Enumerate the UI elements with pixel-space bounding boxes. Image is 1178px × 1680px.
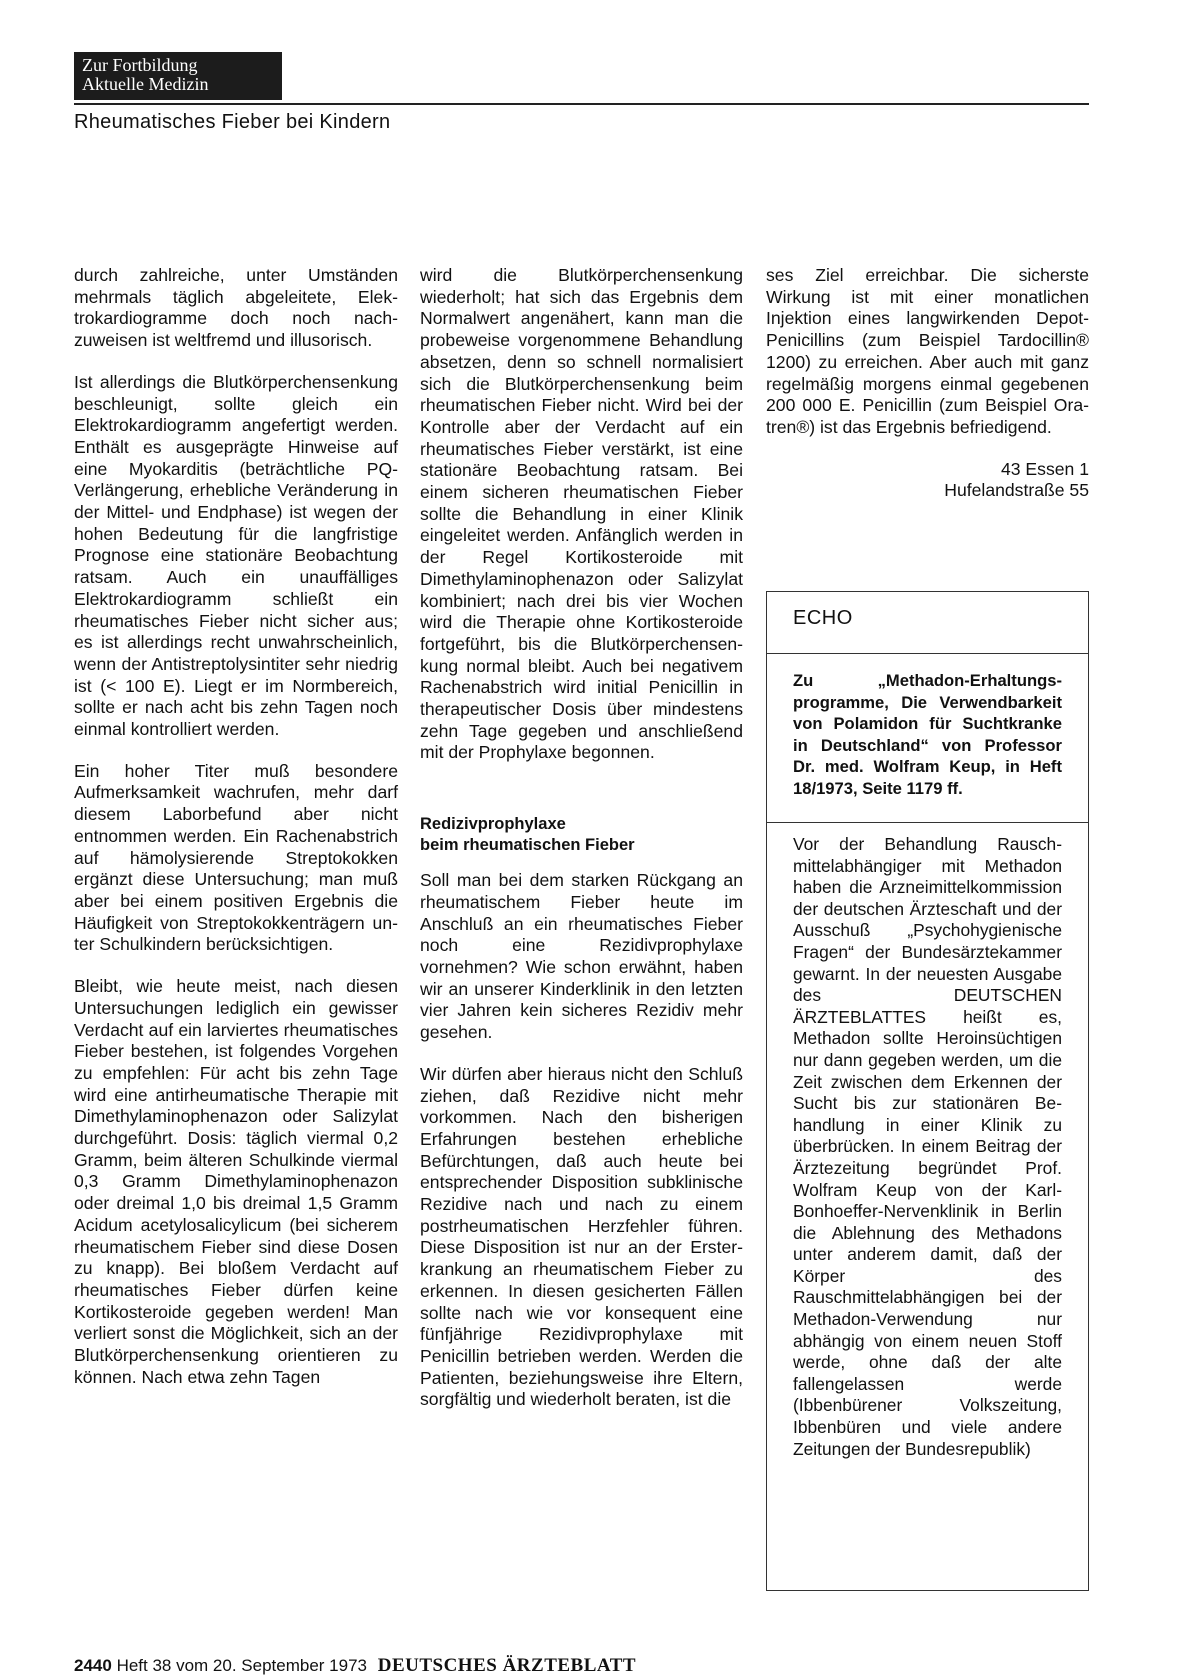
journal-name: DEUTSCHES ÄRZTEBLATT — [377, 1655, 637, 1676]
author-address — [766, 459, 1089, 502]
subheading-line-2: beim rheumatischen Fieber — [420, 836, 635, 855]
echo-label: ECHO — [793, 607, 853, 629]
text-column-3 — [766, 265, 1089, 502]
paragraph: Ist allerdings die Blutkörperchensenkung beschleunigt, sollte gleich ein Elektrokardiogramm angefertigt werden. Enthält es ausgeprägte Hinweise auf eine Myokarditis (beträchtliche PQ-Verlängerung, erhebliche Veränderung in der Mittel- und Endphase) ist wegen der hohen Bedeutung für die langfristige Prognose eine stationäre Beobachtung ratsam. Auch ein unauffälliges Elektrokardiogramm schließt ein rheumatisches Fieber nicht sicher aus; es ist allerdings recht unwahrscheinlich, wenn der Antistreptolysintiter sehr niedrig ist (< 100 E). Liegt er im Normbereich, sollte er nach acht bis zehn Tagen noch einmal kontrolliert werden. — [74, 371, 398, 740]
page-number: 2440 — [74, 1656, 112, 1675]
badge-line-1: Zur Fortbildung — [82, 55, 198, 75]
address-line-2: Hufelandstraße 55 — [944, 480, 1089, 501]
text-column-2 — [420, 265, 743, 1411]
echo-divider — [767, 653, 1088, 654]
paragraph: wird die Blutkörperchensenkung wiederholt; hat sich das Ergebnis dem Normalwert angenähert, kann man die probeweise vorgenommene Behandlung absetzen, denn so schnell normalisiert sich die Blutkörperchensenkung beim rheumatischen Fieber nicht. Wird bei der Kontrolle aber der Verdacht auf ein rheumatisches Fieber verstärkt, ist eine stationäre Beobachtung ratsam. Bei einem sicheren rheumatischen Fieber sollte die Behandlung in einer Klinik eingeleitet werden. Anfänglich werden in der Regel Kortikosteroide mit Dimethylaminophenazon oder Salizylat kombiniert; nach drei bis vier Wochen wird die Therapie ohne Kortikosteroide fortgeführt, bis die Blutkörperchensenkung normal bleibt. Auch bei negativem Rachenabstrich wird initial Penicillin in therapeutischer Dosis über mindestens zehn Tage gegeben und anschließend mit der Prophylaxe begonnen. — [420, 265, 743, 763]
header-rule — [74, 103, 1089, 105]
address-line-1: 43 Essen 1 — [1000, 458, 1089, 479]
paragraph: ses Ziel erreichbar. Die sicherste Wirkung ist mit einer monatlichen Injektion eines langwirkenden Depot-Penicillins (zum Beispiel Tardocillin® 1200) zu erreichen. Aber auch mit ganz regelmäßig morgens einmal gegebenen 200 000 E. Penicillin (zum Beispiel Oratren®) ist das Ergebnis befriedigend. — [766, 265, 1089, 437]
echo-heading: Zu „Methadon-Erhaltungsprogramme, Die Verwendbarkeit von Polamidon für Suchtkranke in Deutschland“ von Professor Dr. med. Wolfram Keup, in Heft 18/1973, Seite 1179 ff. — [793, 671, 1062, 798]
badge-line-2: Aktuelle Medizin — [82, 74, 209, 94]
echo-divider — [767, 822, 1088, 823]
subheading — [420, 814, 743, 856]
paragraph: Wir dürfen aber hieraus nicht den Schluß ziehen, daß Rezidive nicht mehr vorkommen. Nach den bisherigen Erfahrungen bestehen erhebliche Befürchtungen, daß auch heute bei entsprechender Disposition subklinische Rezidive nach und nach zu einem postrheumatischen Herzfehler führen. Diese Disposition ist nur an der Ersterkrankung an rheumatischem Fieber zu erkennen. In diesen gesicherten Fällen sollte nach wie vor konsequent eine fünfjährige Rezidivprophylaxe mit Penicillin betrieben werden. Werden die Patienten, beziehungsweise ihre Eltern, sorgfältig und wiederholt beraten, ist die — [420, 1063, 743, 1410]
paragraph: durch zahlreiche, unter Umständen mehrmals täglich abgeleitete, Elektrokardiogramme doch noch nachzuweisen ist weltfremd und illusorisch. — [74, 265, 398, 351]
text-column-1 — [74, 265, 398, 1388]
article-title: Rheumatisches Fieber bei Kindern — [74, 111, 391, 133]
section-badge — [74, 52, 282, 100]
paragraph: Soll man bei dem starken Rückgang an rheumatischem Fieber heute im Anschluß an ein rheumatisches Fieber noch eine Rezidivprophylaxe vornehmen? Wie schon erwähnt, haben wir an unserer Kinderklinik in den letzten vier Jahren kein sicheres Rezidiv mehr gesehen. — [420, 870, 743, 1043]
subheading-line-1: Redizivprophylaxe — [420, 815, 566, 834]
page-footer — [74, 1655, 636, 1677]
issue-info: Heft 38 vom 20. September 1973 — [116, 1656, 367, 1675]
paragraph: Bleibt, wie heute meist, nach diesen Untersuchungen lediglich ein gewisser Verdacht auf ein larviertes rheumatisches Fieber bestehen, ist folgendes Vorgehen zu empfehlen: Für acht bis zehn Tage wird eine antirheumatische Therapie mit Dimethylaminophenazon oder Salizylat durchgeführt. Dosis: täglich viermal 0,2 Gramm, beim älteren Schulkinde viermal 0,3 Gramm Dimethylaminophenazon oder dreimal 1,0 bis dreimal 1,5 Gramm Acidum acetylosalicylicum (bei sicherem rheumatischem Fieber sind diese Dosen zu knapp). Bei bloßem Verdacht auf rheumatisches Fieber dürfen keine Kortikosteroide gegeben werden! Man verliert sonst die Möglichkeit, sich an der Blutkörperchensenkung orientieren zu können. Nach etwa zehn Tagen — [74, 976, 398, 1387]
echo-body: Vor der Behandlung Rauschmittelabhängiger mit Methadon haben die Arzneimittelkommission der deutschen Ärzteschaft und der Ausschuß „Psychohygienische Fragen“ der Bundesärztekammer gewarnt. In der neuesten Ausgabe des DEUTSCHEN ÄRZTEBLATTES heißt es, Methadon sollte Heroinsüchtigen nur dann gegeben werden, um die Zeit zwischen dem Erkennen der Sucht bis zur stationären Behandlung in einer Klinik zu überbrücken. In einem Beitrag der Ärztezeitung begründet Prof. Wolfram Keup von der Karl-Bonhoeffer-Nervenklinik in Berlin die Ablehnung des Methadons unter anderem damit, daß der Körper des Rauschmittelabhängigen bei der Methadon-Verwendung nur abhängig von einem neuen Stoff werde, ohne daß der alte fallengelassen werde (Ibbenbürener Volkszeitung, Ibbenbüren und viele andere Zeitungen der Bundesrepublik) — [793, 834, 1062, 1459]
echo-box — [766, 591, 1089, 1591]
paragraph: Ein hoher Titer muß besondere Aufmerksamkeit wachrufen, mehr darf diesem Laborbefund aber nicht entnommen werden. Ein Rachenabstrich auf hämolysierende Streptokokken ergänzt diese Untersuchung; man muß aber bei einem positiven Ergebnis die Häufigkeit von Streptokokkenträgern unter Schulkindern berücksichtigen. — [74, 760, 398, 955]
